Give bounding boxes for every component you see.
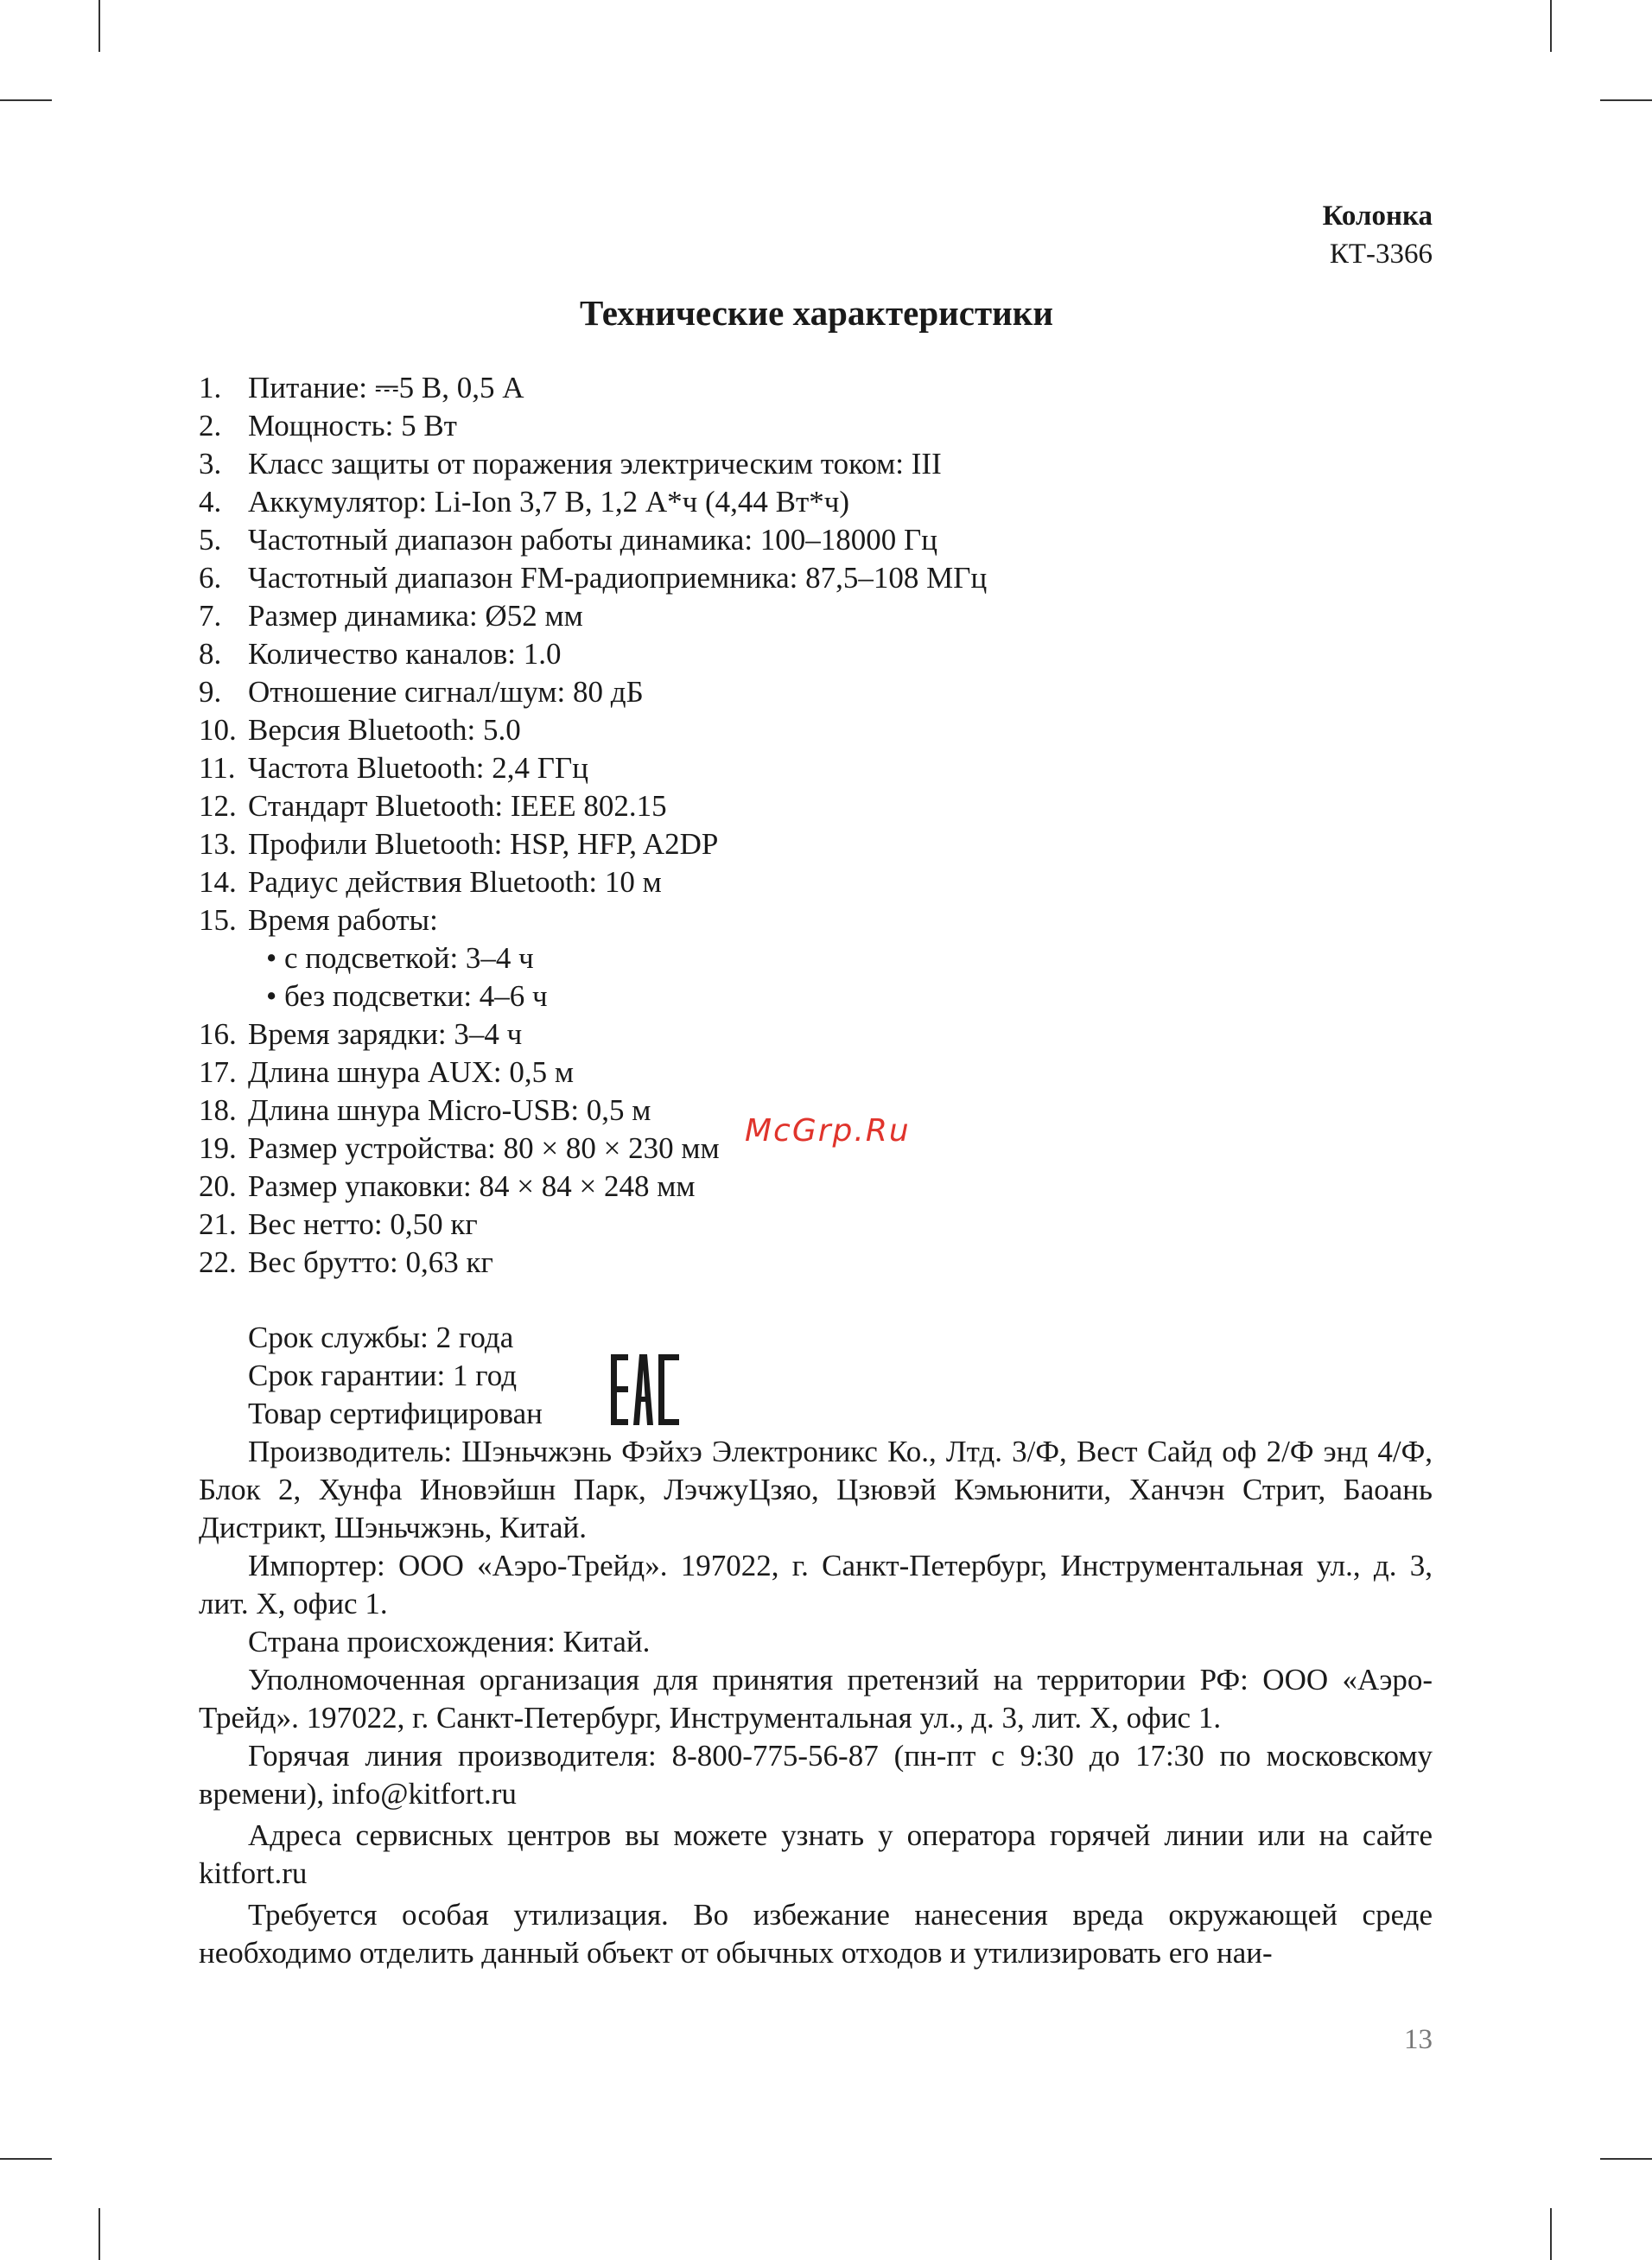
crop-mark bbox=[0, 99, 52, 101]
spec-item: 18. Длина шнура Micro-USB: 0,5 м bbox=[199, 1093, 651, 1127]
spec-item: 9. Отношение сигнал/шум: 80 дБ bbox=[199, 675, 644, 709]
spec-item: 21. Вес нетто: 0,50 кг bbox=[199, 1207, 478, 1241]
disposal-paragraph: Требуется особая утилизация. Во избежание нанесения вреда окружающей среде необходимо отделить данный объект от обычных отходов и утилизировать его наи- bbox=[199, 1898, 1433, 1970]
spec-item: 10. Версия Bluetooth: 5.0 bbox=[199, 713, 521, 747]
spec-item: 13. Профили Bluetooth: HSP, HFP, A2DP bbox=[199, 827, 719, 861]
warranty-period: Срок гарантии: 1 год bbox=[248, 1359, 518, 1392]
spec-item: 20. Размер упаковки: 84 × 84 × 248 мм bbox=[199, 1169, 696, 1203]
spec-item: 7. Размер динамика: Ø52 мм bbox=[199, 599, 583, 633]
spec-item: 8. Количество каналов: 1.0 bbox=[199, 637, 562, 671]
spec-item: 12. Стандарт Bluetooth: IEEE 802.15 bbox=[199, 789, 667, 823]
crop-mark bbox=[1600, 99, 1652, 101]
page-number: 13 bbox=[1404, 2024, 1433, 2055]
crop-mark bbox=[1600, 2158, 1652, 2160]
crop-mark bbox=[0, 2158, 52, 2160]
spec-subitem: • без подсветки: 4–6 ч bbox=[266, 979, 548, 1013]
spec-item: 15. Время работы: bbox=[199, 903, 438, 937]
watermark: McGrp.Ru bbox=[745, 1113, 911, 1149]
spec-item: 17. Длина шнура AUX: 0,5 м bbox=[199, 1055, 575, 1089]
crop-mark bbox=[98, 0, 100, 52]
crop-mark bbox=[1550, 0, 1552, 52]
spec-item: 11. Частота Bluetooth: 2,4 ГГц bbox=[199, 751, 588, 785]
document-header bbox=[1323, 197, 1433, 273]
manufacturer-paragraph: Производитель: Шэньчжэнь Фэйхэ Электроникс Ко., Лтд. 3/Ф, Вест Сайд оф 2/Ф энд 4/Ф, Блок 2, Хунфа Иновэйшн Парк, ЛэчжуЦзяо, Цзювэй Кэмьюнити, Ханчэн Стрит, Баоань Дистрикт, Шэньчжэнь, Китай. bbox=[199, 1435, 1433, 1544]
service-centers-paragraph: Адреса сервисных центров вы можете узнать у оператора горячей линии или на сайте kitfort.ru bbox=[199, 1818, 1433, 1890]
spec-item: 16. Время зарядки: 3–4 ч bbox=[199, 1017, 523, 1051]
product-model: КТ-3366 bbox=[1329, 239, 1433, 270]
hotline-paragraph: Горячая линия производителя: 8-800-775-56-87 (пн-пт с 9:30 до 17:30 по московскому времени), info@kitfort.ru bbox=[199, 1739, 1433, 1811]
certification-note: Товар сертифицирован bbox=[248, 1397, 543, 1430]
section-title: Технические характеристики bbox=[580, 293, 1053, 333]
spec-item: 2. Мощность: 5 Вт bbox=[199, 409, 457, 442]
spec-item: 6. Частотный диапазон FM-радиоприемника: 87,5–108 МГц bbox=[199, 561, 988, 595]
service-life: Срок службы: 2 года bbox=[248, 1321, 514, 1354]
product-title: Колонка bbox=[1322, 201, 1433, 232]
spec-item: 4. Аккумулятор: Li-Ion 3,7 В, 1,2 А*ч (4,44 Вт*ч) bbox=[199, 485, 850, 519]
spec-item: 3. Класс защиты от поражения электрическим током: III bbox=[199, 447, 942, 481]
crop-mark bbox=[1550, 2208, 1552, 2260]
eac-certification-icon bbox=[611, 1354, 680, 1427]
authorized-org-paragraph: Уполномоченная организация для принятия претензий на территории РФ: ООО «Аэро-Трейд». 197022, г. Санкт-Петербург, Инструментальная ул., д. 3, лит. Х, офис 1. bbox=[199, 1663, 1433, 1735]
importer-paragraph: Импортер: ООО «Аэро-Трейд». 197022, г. Санкт-Петербург, Инструментальная ул., д. 3, лит. Х, офис 1. bbox=[199, 1549, 1433, 1620]
spec-item: 22. Вес брутто: 0,63 кг bbox=[199, 1245, 493, 1279]
spec-subitem: • с подсветкой: 3–4 ч bbox=[266, 941, 534, 975]
spec-item: 19. Размер устройства: 80 × 80 × 230 мм bbox=[199, 1131, 720, 1165]
origin-paragraph: Страна происхождения: Китай. bbox=[248, 1625, 651, 1658]
spec-item: 1. Питание: ⎓5 В, 0,5 А bbox=[199, 371, 524, 404]
spec-item: 5. Частотный диапазон работы динамика: 100–18000 Гц bbox=[199, 523, 938, 557]
manufacturer-info bbox=[199, 1319, 1433, 1972]
spec-item: 14. Радиус действия Bluetooth: 10 м bbox=[199, 865, 662, 899]
crop-mark bbox=[98, 2208, 100, 2260]
